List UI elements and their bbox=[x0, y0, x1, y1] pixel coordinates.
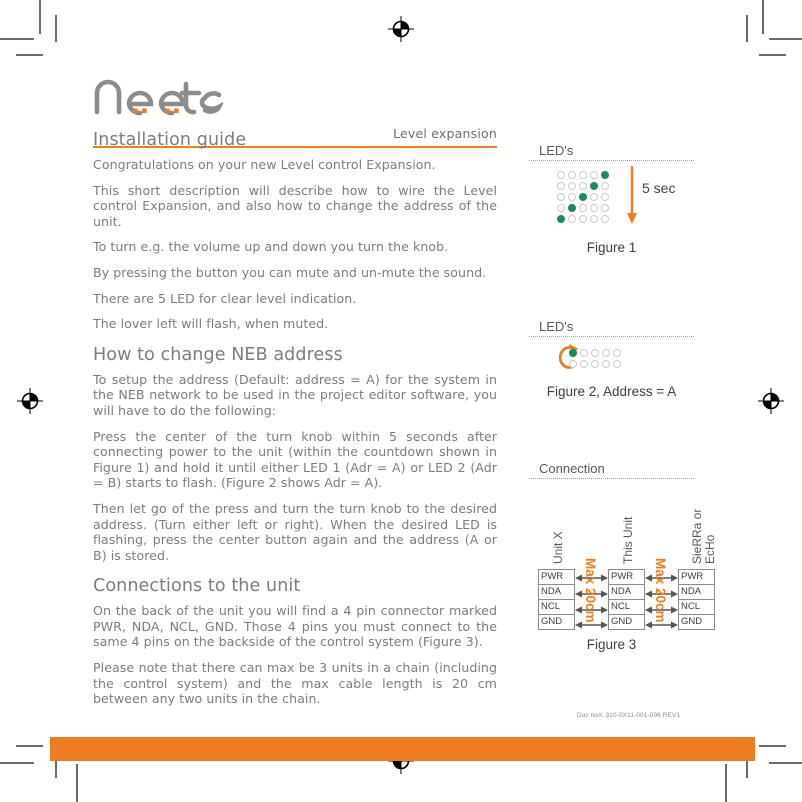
led-indicator-off bbox=[580, 349, 588, 357]
paragraph: There are 5 LED for clear level indication. bbox=[93, 290, 357, 306]
figure-1 bbox=[529, 143, 728, 255]
paragraph: This short description will describe how to wire the Level control Expansion, and also how to change the address of the unit. bbox=[93, 182, 497, 229]
led-row bbox=[569, 349, 621, 357]
paragraph: On the back of the unit you will find a 4 pin connector marked PWR, NDA, NCL, GND. Those 4 pins you must connect to the same 4 pins on the backside of the control system (Figure 3). bbox=[93, 603, 497, 650]
led-indicator-off bbox=[601, 193, 609, 201]
paragraph: To turn e.g. the volume up and down you turn the knob. bbox=[93, 239, 449, 255]
connection-diagram bbox=[529, 480, 717, 635]
connector-block-this-unit bbox=[608, 570, 645, 630]
figure-3-caption: Figure 3 bbox=[586, 637, 637, 652]
led-indicator-off bbox=[557, 182, 565, 190]
led-indicator-on bbox=[590, 182, 598, 190]
brand-logo bbox=[93, 78, 497, 116]
led-indicator-off bbox=[591, 349, 599, 357]
section-heading-neb-address: How to change NEB address bbox=[93, 344, 343, 365]
crop-mark-bl-h bbox=[0, 762, 34, 764]
figure-2 bbox=[529, 319, 728, 399]
led-indicator-off bbox=[579, 171, 587, 179]
pin-label: PWR bbox=[538, 569, 575, 585]
led-grid-countdown bbox=[557, 171, 609, 226]
crop-mark-tl-h bbox=[0, 38, 34, 40]
led-indicator-off bbox=[580, 360, 588, 368]
led-indicator-on bbox=[557, 215, 565, 223]
header-subtitle: Level expansion bbox=[393, 126, 497, 141]
document-number: Doc no#: 310-0X11-001-006 REV1 bbox=[576, 712, 681, 719]
section-heading-connections: Connections to the unit bbox=[93, 576, 301, 597]
countdown-arrow-icon bbox=[626, 166, 638, 226]
section-heading-installation: Installation guide bbox=[93, 130, 247, 150]
led-indicator-off bbox=[579, 215, 587, 223]
led-indicator-off bbox=[590, 171, 598, 179]
figure-2-caption: Figure 2, Address = A bbox=[546, 384, 677, 399]
figure-3 bbox=[529, 461, 728, 652]
pin-label: GND bbox=[608, 614, 645, 630]
led-indicator-off bbox=[557, 193, 565, 201]
led-indicator-off bbox=[601, 215, 609, 223]
led-row bbox=[557, 171, 609, 179]
figure-1-label: LED's bbox=[539, 143, 574, 158]
led-indicator-off bbox=[590, 193, 598, 201]
figure-1-annotation: 5 sec bbox=[642, 180, 676, 196]
pin-label: NDA bbox=[608, 584, 645, 600]
neets-logo-icon bbox=[93, 78, 223, 116]
led-indicator-on bbox=[569, 349, 577, 357]
paragraph: By pressing the button you can mute and un-mute the sound. bbox=[93, 264, 487, 280]
document-page bbox=[74, 48, 728, 748]
led-indicator-on bbox=[568, 204, 576, 212]
led-indicator-off bbox=[591, 360, 599, 368]
led-indicator-off bbox=[602, 360, 610, 368]
crop-mark-tr-h bbox=[769, 38, 802, 40]
crop-mark-br-h bbox=[769, 762, 802, 764]
led-indicator-on bbox=[579, 193, 587, 201]
led-row bbox=[557, 215, 609, 223]
led-indicator-off bbox=[569, 360, 577, 368]
max-length-label-2: Max 20cm bbox=[653, 558, 668, 623]
paragraph: The lover left will flash, when muted. bbox=[93, 316, 329, 332]
led-indicator-off bbox=[613, 349, 621, 357]
pin-label: NDA bbox=[538, 584, 575, 600]
led-indicator-on bbox=[601, 171, 609, 179]
led-row bbox=[569, 360, 621, 368]
pin-label: GND bbox=[538, 614, 575, 630]
figure-1-caption: Figure 1 bbox=[586, 240, 637, 255]
led-indicator-off bbox=[590, 215, 598, 223]
main-content bbox=[93, 130, 497, 717]
connector-block-unit-x bbox=[538, 570, 575, 630]
crop-mark-tl-v2 bbox=[55, 15, 57, 42]
paragraph: Congratulations on your new Level control Expansion. bbox=[93, 157, 436, 172]
connector-block-sierra-echo bbox=[678, 570, 715, 630]
led-row bbox=[557, 204, 609, 212]
crop-mark-tr-h2 bbox=[759, 54, 786, 56]
led-indicator-off bbox=[568, 215, 576, 223]
pin-label: PWR bbox=[608, 569, 645, 585]
led-indicator-off bbox=[557, 171, 565, 179]
paragraph: Please note that there can max be 3 units in a chain (including the control system) and the max cable length is 20 cm between any two units in the chain. bbox=[93, 660, 497, 707]
crop-mark-br-h2 bbox=[759, 745, 786, 747]
crop-mark-bl-v bbox=[76, 764, 78, 802]
led-indicator-off bbox=[613, 360, 621, 368]
connector-title-unit-x: Unit X bbox=[551, 531, 565, 564]
paragraph: Then let go of the press and turn the turn knob to the desired address. (Turn either left or right). When the desired LED is flashing, press the center button again and the address (A or B) is stored. bbox=[93, 500, 497, 563]
registration-mark-left bbox=[17, 388, 43, 414]
registration-mark-right bbox=[758, 388, 784, 414]
max-length-label-1: Max 20cm bbox=[583, 558, 598, 623]
pin-label: NCL bbox=[608, 599, 645, 615]
connector-title-sierra-echo: SieRRa or EcHo bbox=[690, 508, 717, 564]
registration-mark-top bbox=[388, 16, 414, 42]
pin-label: PWR bbox=[678, 569, 715, 585]
led-row bbox=[557, 182, 609, 190]
figure-3-label: Connection bbox=[539, 461, 605, 476]
led-indicator-off bbox=[579, 182, 587, 190]
crop-mark-tl-v bbox=[39, 0, 41, 34]
connector-title-this-unit: This Unit bbox=[621, 516, 635, 564]
led-indicator-off bbox=[568, 182, 576, 190]
led-indicator-off bbox=[601, 204, 609, 212]
pin-label: NCL bbox=[538, 599, 575, 615]
crop-mark-tr-v bbox=[762, 0, 764, 34]
pin-label: NCL bbox=[678, 599, 715, 615]
crop-mark-br-v bbox=[725, 764, 727, 802]
paragraph: Press the center of the turn knob within 5 seconds after connecting power to the unit (within the countdown shown in Figure 1) and hold it until either LED 1 (Adr = A) or LED 2 (Adr = B) starts to flash. (Figure 2 shows Adr = A). bbox=[93, 428, 497, 491]
led-indicator-off bbox=[557, 204, 565, 212]
led-indicator-off bbox=[568, 193, 576, 201]
led-row bbox=[557, 193, 609, 201]
led-indicator-off bbox=[579, 204, 587, 212]
paragraph: To setup the address (Default: address = A) for the system in the NEB network to be used in the project editor software, you will have to do the following: bbox=[93, 371, 497, 418]
led-indicator-off bbox=[601, 182, 609, 190]
led-indicator-off bbox=[590, 204, 598, 212]
pin-label: GND bbox=[678, 614, 715, 630]
footer-accent-bar bbox=[50, 737, 755, 761]
led-grid-address bbox=[569, 349, 621, 371]
figure-2-label: LED's bbox=[539, 319, 574, 334]
crop-mark-bl-h2 bbox=[16, 745, 43, 747]
figures-column bbox=[529, 143, 728, 658]
led-indicator-off bbox=[568, 171, 576, 179]
crop-mark-tl-h2 bbox=[16, 54, 43, 56]
led-indicator-off bbox=[602, 349, 610, 357]
pin-label: NDA bbox=[678, 584, 715, 600]
crop-mark-tr-v2 bbox=[746, 15, 748, 42]
